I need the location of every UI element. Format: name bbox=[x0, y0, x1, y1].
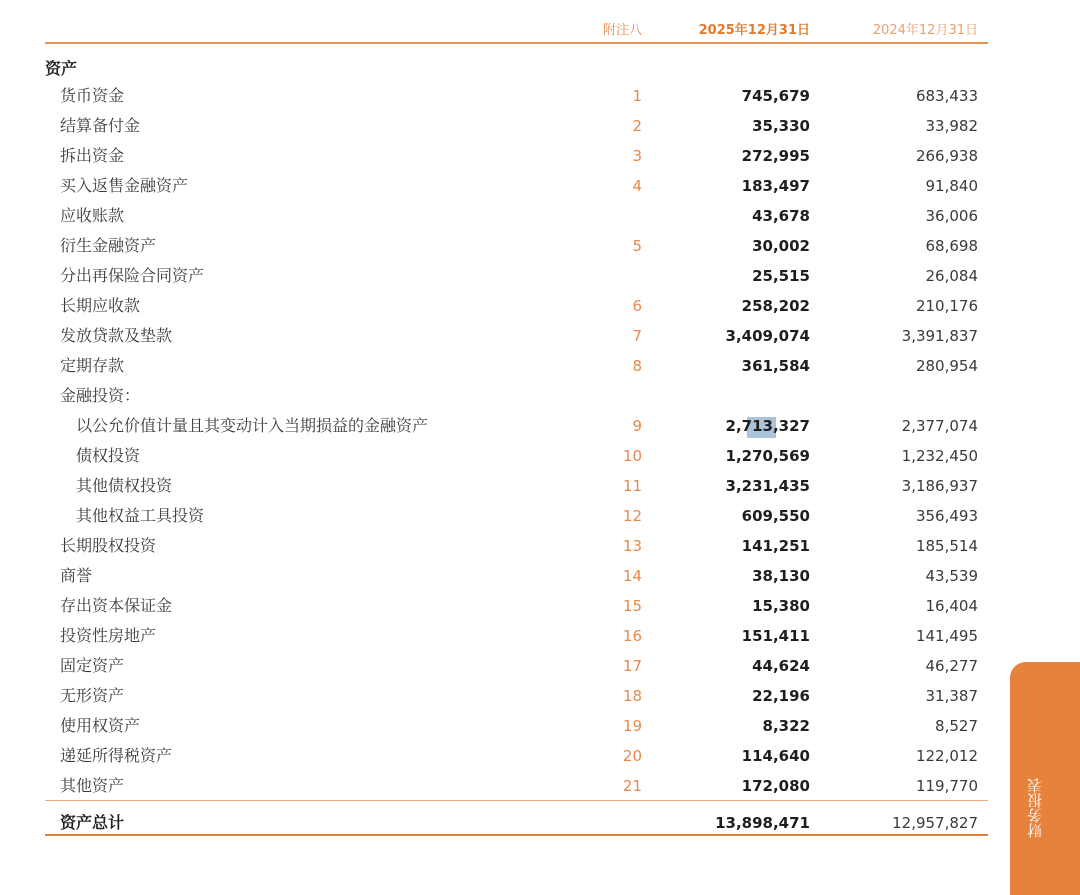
row-label: 衍生金融资产 bbox=[60, 236, 157, 255]
row-note: 13 bbox=[622, 537, 642, 555]
table-row bbox=[0, 146, 1000, 176]
row-label: 长期股权投资 bbox=[60, 536, 157, 555]
header-rule bbox=[45, 42, 988, 44]
table-row bbox=[0, 416, 1000, 446]
value-2024: 46,277 bbox=[925, 657, 978, 675]
row-note: 14 bbox=[622, 567, 642, 585]
row-note: 6 bbox=[632, 297, 642, 315]
row-label: 其他权益工具投资 bbox=[76, 506, 205, 525]
table-row bbox=[0, 206, 1000, 236]
value-2025: 258,202 bbox=[741, 297, 810, 315]
value-2024: 683,433 bbox=[915, 87, 978, 105]
table-row bbox=[0, 236, 1000, 266]
row-note: 15 bbox=[622, 597, 642, 615]
table-row bbox=[0, 566, 1000, 596]
row-label: 金融投资： bbox=[60, 386, 141, 405]
row-note: 4 bbox=[632, 177, 642, 195]
value-2025: 172,080 bbox=[741, 777, 810, 795]
value-2025: 30,002 bbox=[752, 237, 810, 255]
row-label: 商誉 bbox=[60, 566, 93, 585]
row-note: 7 bbox=[632, 327, 642, 345]
value-2025: 609,550 bbox=[741, 507, 810, 525]
value-2024: 3,186,937 bbox=[901, 477, 978, 495]
row-label: 结算备付金 bbox=[60, 116, 141, 135]
value-2024: 141,495 bbox=[915, 627, 978, 645]
year-2024-column-header: 2024年12月31日 bbox=[872, 23, 978, 38]
value-2025: 183,497 bbox=[741, 177, 810, 195]
row-note: 9 bbox=[632, 417, 642, 435]
value-2024: 68,698 bbox=[925, 237, 978, 255]
value-2025: 361,584 bbox=[741, 357, 810, 375]
row-note: 11 bbox=[622, 477, 642, 495]
note-column-header: 附注八 bbox=[602, 23, 642, 38]
row-note: 1 bbox=[632, 87, 642, 105]
value-2024: 356,493 bbox=[915, 507, 978, 525]
year-2025-column-header: 2025年12月31日 bbox=[698, 23, 810, 38]
value-2024: 33,982 bbox=[925, 117, 978, 135]
value-2024: 16,404 bbox=[925, 597, 978, 615]
table-row bbox=[0, 746, 1000, 776]
value-2025: 272,995 bbox=[741, 147, 810, 165]
value-2024: 266,938 bbox=[915, 147, 978, 165]
value-2024: 122,012 bbox=[915, 747, 978, 765]
table-row bbox=[0, 776, 1000, 806]
total-rule bbox=[45, 800, 988, 801]
row-label: 分出再保险合同资产 bbox=[60, 266, 205, 285]
table-row bbox=[0, 446, 1000, 476]
row-note: 20 bbox=[622, 747, 642, 765]
table-row bbox=[0, 506, 1000, 536]
value-2025: 35,330 bbox=[752, 117, 810, 135]
value-2025: 43,678 bbox=[752, 207, 810, 225]
value-2025: 3,409,074 bbox=[725, 327, 810, 345]
value-2024: 280,954 bbox=[915, 357, 978, 375]
row-note: 8 bbox=[632, 357, 642, 375]
row-note: 2 bbox=[632, 117, 642, 135]
row-label: 货币资金 bbox=[60, 86, 125, 105]
value-2025: 22,196 bbox=[752, 687, 810, 705]
row-label: 债权投资 bbox=[76, 446, 141, 465]
row-note: 17 bbox=[622, 657, 642, 675]
table-row bbox=[0, 656, 1000, 686]
row-note: 12 bbox=[622, 507, 642, 525]
value-2025: 3,231,435 bbox=[725, 477, 810, 495]
row-label: 其他债权投资 bbox=[76, 476, 173, 495]
value-2024: 31,387 bbox=[925, 687, 978, 705]
row-label: 无形资产 bbox=[60, 686, 125, 705]
row-label: 买入返售金融资产 bbox=[60, 176, 189, 195]
value-2025: 151,411 bbox=[741, 627, 810, 645]
table-row bbox=[0, 326, 1000, 356]
total-row bbox=[0, 813, 1000, 843]
row-note: 19 bbox=[622, 717, 642, 735]
value-2025: 141,251 bbox=[741, 537, 810, 555]
value-2024: 43,539 bbox=[925, 567, 978, 585]
row-label: 拆出资金 bbox=[60, 146, 125, 165]
table-row bbox=[0, 116, 1000, 146]
value-2025: 38,130 bbox=[752, 567, 810, 585]
row-note: 5 bbox=[632, 237, 642, 255]
table-row bbox=[0, 356, 1000, 386]
value-2024: 36,006 bbox=[925, 207, 978, 225]
row-label: 长期应收款 bbox=[60, 296, 141, 315]
value-2024: 119,770 bbox=[915, 777, 978, 795]
value-2025: 1,270,569 bbox=[725, 447, 810, 465]
table-row bbox=[0, 86, 1000, 116]
value-2024: 91,840 bbox=[925, 177, 978, 195]
row-label: 投资性房地产 bbox=[60, 626, 157, 645]
total-value-2025: 13,898,471 bbox=[715, 814, 810, 832]
value-2024: 1,232,450 bbox=[901, 447, 978, 465]
table-row bbox=[0, 536, 1000, 566]
table-row bbox=[0, 296, 1000, 326]
table-row bbox=[0, 626, 1000, 656]
row-note: 10 bbox=[622, 447, 642, 465]
table-row bbox=[0, 596, 1000, 626]
row-note: 16 bbox=[622, 627, 642, 645]
value-2025: 44,624 bbox=[752, 657, 810, 675]
row-label: 定期存款 bbox=[60, 356, 125, 375]
table-row bbox=[0, 716, 1000, 746]
row-label: 递延所得税资产 bbox=[60, 746, 173, 765]
row-note: 18 bbox=[622, 687, 642, 705]
value-2025: 8,322 bbox=[762, 717, 810, 735]
value-2025: 745,679 bbox=[741, 87, 810, 105]
total-label: 资产总计 bbox=[60, 813, 125, 832]
value-2024: 26,084 bbox=[925, 267, 978, 285]
table-row bbox=[0, 476, 1000, 506]
row-label: 其他资产 bbox=[60, 776, 125, 795]
row-label: 固定资产 bbox=[60, 656, 125, 675]
bottom-rule bbox=[45, 834, 988, 836]
value-2024: 8,527 bbox=[935, 717, 978, 735]
table-row bbox=[0, 176, 1000, 206]
value-2024: 3,391,837 bbox=[901, 327, 978, 345]
row-label: 存出资本保证金 bbox=[60, 596, 173, 615]
value-2025: 114,640 bbox=[741, 747, 810, 765]
value-2024: 2,377,074 bbox=[901, 417, 978, 435]
value-2024: 185,514 bbox=[915, 537, 978, 555]
row-label: 以公允价值计量且其变动计入当期损益的金融资产 bbox=[76, 416, 429, 435]
total-value-2024: 12,957,827 bbox=[892, 814, 978, 832]
row-label: 使用权资产 bbox=[60, 716, 141, 735]
section-title: 资产 bbox=[45, 59, 78, 78]
table-row bbox=[0, 686, 1000, 716]
row-note: 21 bbox=[622, 777, 642, 795]
value-2024: 210,176 bbox=[915, 297, 978, 315]
row-note: 3 bbox=[632, 147, 642, 165]
side-tab-label: 财务报表 bbox=[1026, 778, 1044, 838]
value-2025: 2,713,327 bbox=[725, 417, 810, 435]
row-label: 应收账款 bbox=[60, 206, 125, 225]
value-2025: 25,515 bbox=[752, 267, 810, 285]
table-row bbox=[0, 266, 1000, 296]
row-label: 发放贷款及垫款 bbox=[60, 326, 173, 345]
table-row bbox=[0, 386, 1000, 416]
value-2025: 15,380 bbox=[752, 597, 810, 615]
